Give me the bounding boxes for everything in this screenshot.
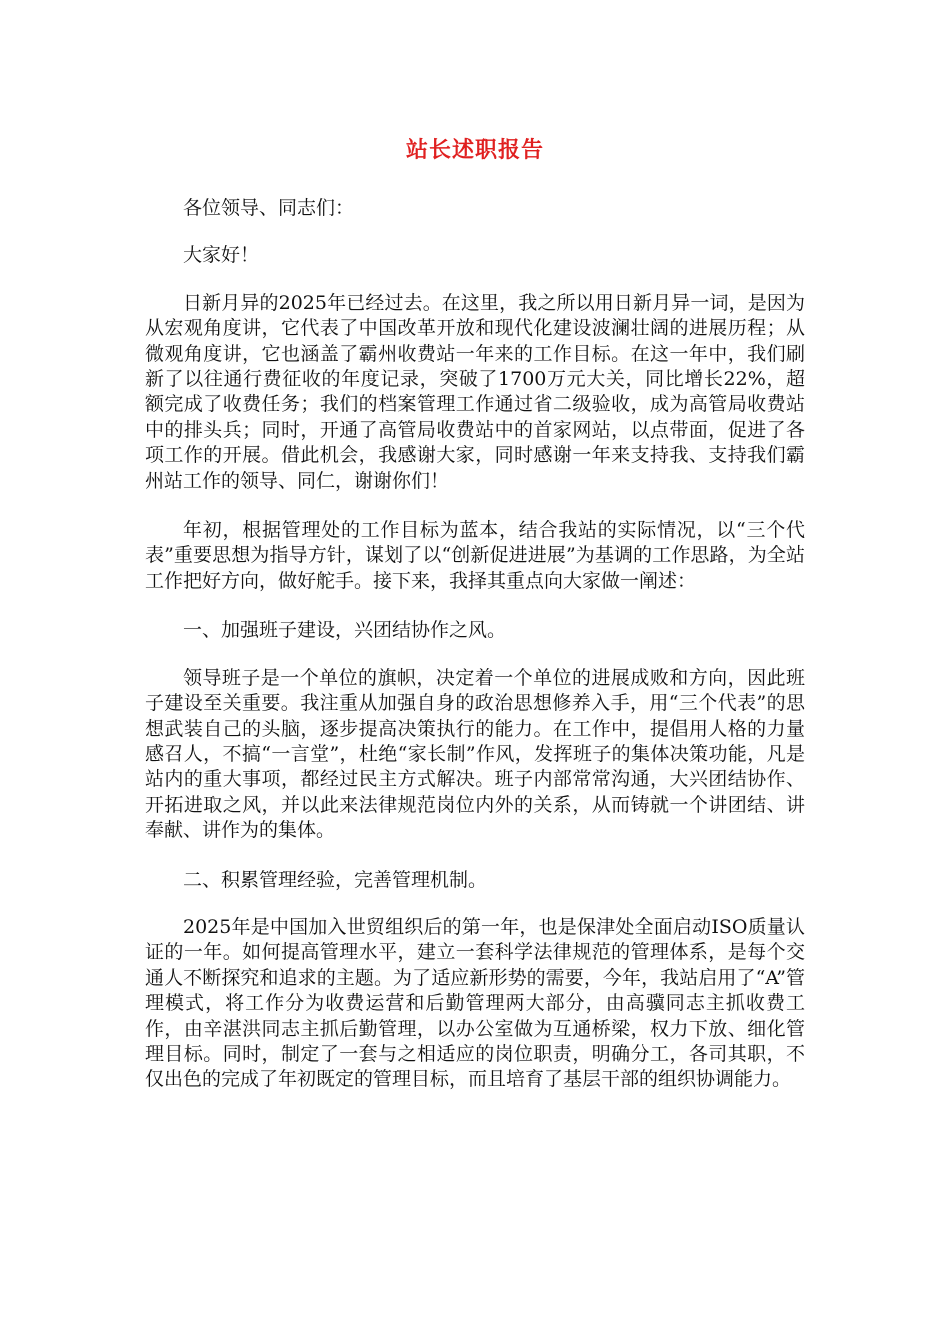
document-title: 站长述职报告 [405,138,544,163]
document-body [145,196,805,1117]
salutation: 各位领导、同志们： [183,197,355,219]
paragraph-intro: 日新月异的2025年已经过去。在这里，我之所以用日新月异一词，是因为从宏观角度讲，它代表了中国改革开放和现代化建设波澜壮阔的进展历程；从微观角度讲，它也涵盖了霸州收费站一年来的工作目标。在这一年中，我们刷新了以往通行费征收的年度记录，突破了1700万元大关，同比增长22%，超额完成了收费任务；我们的档案管理工作通过省二级验收，成为高管局收费站中的排头兵；同时，开通了高管局收费站中的首家网站，以点带面，促进了各项工作的开展。借此机会，我感谢大家，同时感谢一年来支持我、支持我们霸州站工作的领导、同仁，谢谢你们！ [145,291,805,492]
section-heading-2: 二、积累管理经验，完善管理机制。 [183,868,488,891]
paragraph-plan: 年初，根据管理处的工作目标为蓝本，结合我站的实际情况，以“三个代表”重要思想为指导方针，谋划了以“创新促进进展”为基调的工作思路，为全站工作把好方向，做好舵手。接下来，我择其重点向大家做一阐述： [145,519,805,592]
paragraph-team-building: 领导班子是一个单位的旗帜，决定着一个单位的进展成败和方向，因此班子建设至关重要。我注重从加强自身的政治思想修养入手，用“三个代表”的思想武装自己的头脑，逐步提高决策执行的能力。在工作中，提倡用人格的力量感召人，不搞“一言堂”，杜绝“家长制”作风，发挥班子的集体决策功能，凡是站内的重大事项，都经过民主方式解决。班子内部常常沟通，大兴团结协作、开拓进取之风，并以此来法律规范岗位内外的关系，从而铸就一个讲团结、讲奉献、讲作为的集体。 [145,666,805,842]
section-heading-1: 一、加强班子建设，兴团结协作之风。 [183,619,507,642]
paragraph-management: 2025年是中国加入世贸组织后的第一年，也是保津处全面启动ISO质量认证的一年。如何提高管理水平，建立一套科学法律规范的管理体系，是每个交通人不断探究和追求的主题。为了适应新形势的需要，今年，我站启用了“A”管理模式，将工作分为收费运营和后勤管理两大部分，由高骥同志主抓收费工作，由辛湛洪同志主抓后勤管理，以办公室做为互通桥梁，权力下放、细化管理目标。同时，制定了一套与之相适应的岗位职责，明确分工，各司其职，不仅出色的完成了年初既定的管理目标，而且培育了基层干部的组织协调能力。 [145,915,805,1091]
greeting: 大家好！ [183,244,260,267]
